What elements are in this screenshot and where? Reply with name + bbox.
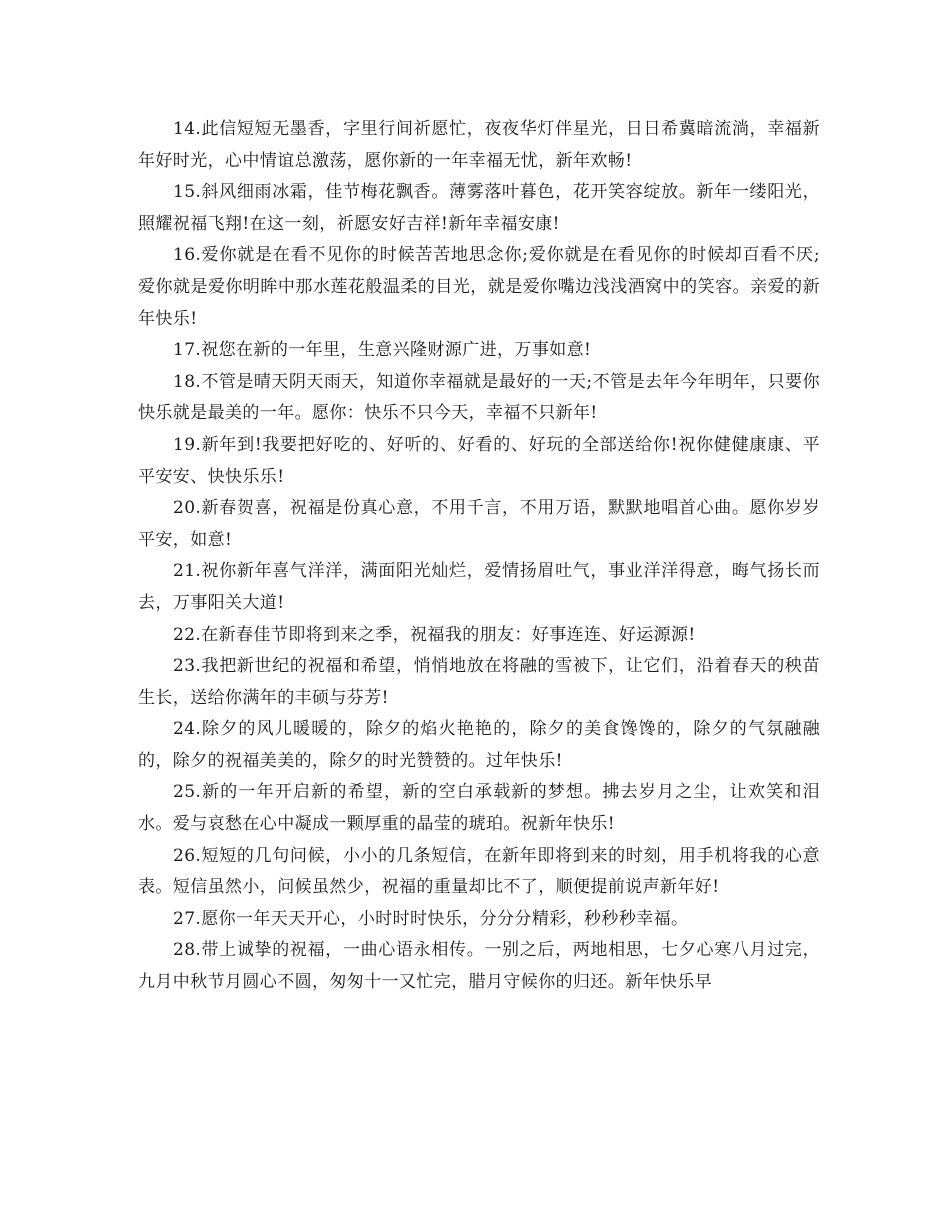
document-body [138, 114, 820, 999]
paragraph-26: 26.短短的几句问候，小小的几条短信，在新年即将到来的时刻，用手机将我的心意表。短信虽然小，问候虽然少，祝福的重量却比不了，顺便提前说声新年好! [138, 845, 820, 898]
paragraph-21: 21.祝你新年喜气洋洋，满面阳光灿烂，爱情扬眉吐气，事业洋洋得意，晦气扬长而去，万事阳关大道! [138, 561, 820, 613]
paragraph-15: 15.斜风细雨冰霜，佳节梅花飘香。薄雾落叶暮色，花开笑容绽放。新年一缕阳光，照耀祝福飞翔!在这一刻，祈愿安好吉祥!新年幸福安康! [138, 182, 820, 234]
paragraph-28: 28.带上诚挚的祝福，一曲心语永相传。一别之后，两地相思，七夕心寒八月过完，九月中秋节月圆心不圆，匆匆十一又忙完，腊月守候你的归还。新年快乐早 [138, 940, 820, 993]
paragraph-17: 17.祝您在新的一年里，生意兴隆财源广进，万事如意! [173, 340, 592, 361]
paragraph-24: 24.除夕的风儿暖暖的，除夕的焰火艳艳的，除夕的美食馋馋的，除夕的气氛融融的，除夕的祝福美美的，除夕的时光赞赞的。过年快乐! [138, 719, 820, 771]
paragraph-27: 27.愿你一年天天开心，小时时时快乐，分分分精彩，秒秒秒幸福。 [173, 908, 689, 929]
paragraph-22: 22.在新春佳节即将到来之季，祝福我的朋友：好事连连、好运源源! [173, 624, 696, 645]
paragraph-19: 19.新年到!我要把好吃的、好听的、好看的、好玩的全部送给你!祝你健健康康、平平安安、快快乐乐! [138, 434, 820, 487]
paragraph-14: 14.此信短短无墨香，字里行间祈愿忙，夜夜华灯伴星光，日日希冀暗流淌，幸福新年好时光，心中情谊总激荡，愿你新的一年幸福无忧，新年欢畅! [138, 119, 820, 171]
paragraph-18: 18.不管是晴天阴天雨天，知道你幸福就是最好的一天;不管是去年今年明年，只要你快乐就是最美的一年。愿你：快乐不只今天，幸福不只新年! [138, 371, 820, 424]
paragraph-16: 16.爱你就是在看不见你的时候苦苦地思念你;爱你就是在看见你的时候却百看不厌;爱你就是爱你明眸中那水莲花般温柔的目光，就是爱你嘴边浅浅酒窝中的笑容。亲爱的新年快乐! [138, 245, 820, 329]
paragraph-20: 20.新春贺喜，祝福是份真心意，不用千言，不用万语，默默地唱首心曲。愿你岁岁平安，如意! [138, 498, 820, 550]
paragraph-23: 23.我把新世纪的祝福和希望，悄悄地放在将融的雪被下，让它们，沿着春天的秧苗生长，送给你满年的丰硕与芬芳! [138, 656, 820, 708]
paragraph-25: 25.新的一年开启新的希望，新的空白承载新的梦想。拂去岁月之尘，让欢笑和泪水。爱与哀愁在心中凝成一颗厚重的晶莹的琥珀。祝新年快乐! [138, 782, 820, 835]
